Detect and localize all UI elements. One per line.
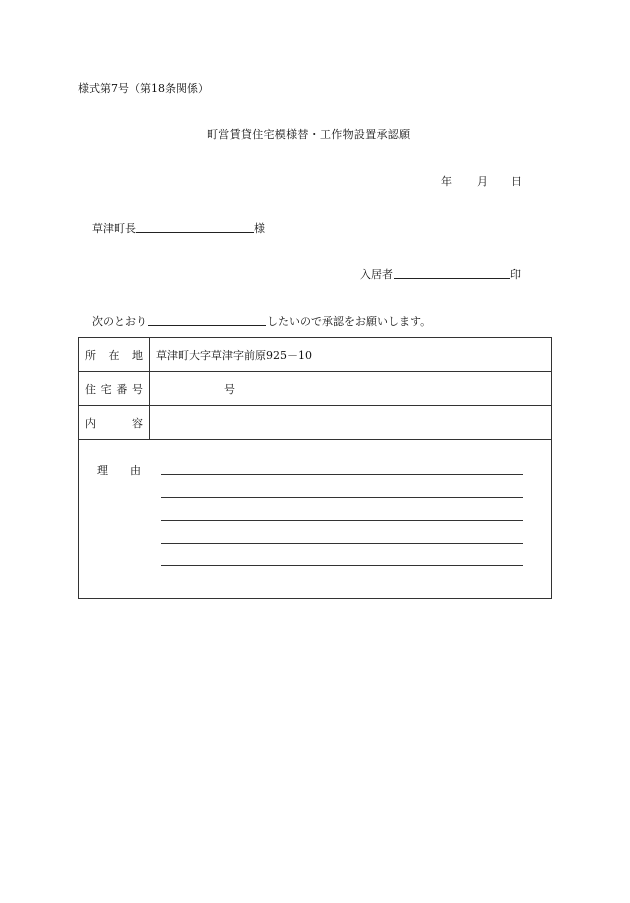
form-number: 様式第7号（第18条関係） [78,82,209,95]
seal-mark: 印 [510,268,521,281]
reason-line[interactable] [161,543,523,544]
reason-label-char: 理 [97,464,108,477]
reason-label-char: 由 [130,464,141,477]
location-label-char: 所 [85,348,96,362]
location-label [79,338,150,372]
applicant-label: 入居者 [360,268,393,281]
applicant-name-line[interactable] [394,278,510,279]
addressee-name-line[interactable] [136,232,254,233]
contents-label [79,406,150,440]
location-value[interactable]: 草津町大字草津字前原925－10 [150,338,552,372]
contents-value[interactable] [150,406,552,440]
reason-cell [79,440,552,599]
table-row [79,406,552,440]
request-suffix: したいので承認をお願いします。 [267,315,432,328]
addressee-suffix: 様 [254,222,265,235]
date-day-label: 日 [511,175,522,188]
request-action-line[interactable] [148,325,266,326]
reason-line[interactable] [161,565,523,566]
contents-label-char: 容 [132,416,143,430]
house-number-suffix: 号 [224,382,235,396]
house-number-value[interactable] [150,372,552,406]
house-number-label-char: 住 [85,382,96,396]
reason-line[interactable] [161,520,523,521]
contents-label-char: 内 [85,416,96,430]
house-number-label-char: 号 [131,382,143,396]
reason-line[interactable] [161,497,523,498]
house-number-label [79,372,150,406]
page-title: 町営賃貸住宅模様替・工作物設置承認願 [207,128,411,141]
date-month-label: 月 [477,175,488,188]
reason-line[interactable] [161,474,523,475]
table-row [79,440,552,599]
house-number-label-char: 番 [116,382,128,396]
location-label-char: 在 [108,348,120,362]
application-table [78,337,552,599]
date-year-label: 年 [441,175,452,188]
location-label-char: 地 [132,348,143,362]
request-prefix: 次のとおり [92,315,147,328]
table-row [79,372,552,406]
addressee-prefix: 草津町長 [92,222,136,235]
house-number-label-char: 宅 [100,382,112,396]
table-row [79,338,552,372]
reason-label [97,462,141,478]
